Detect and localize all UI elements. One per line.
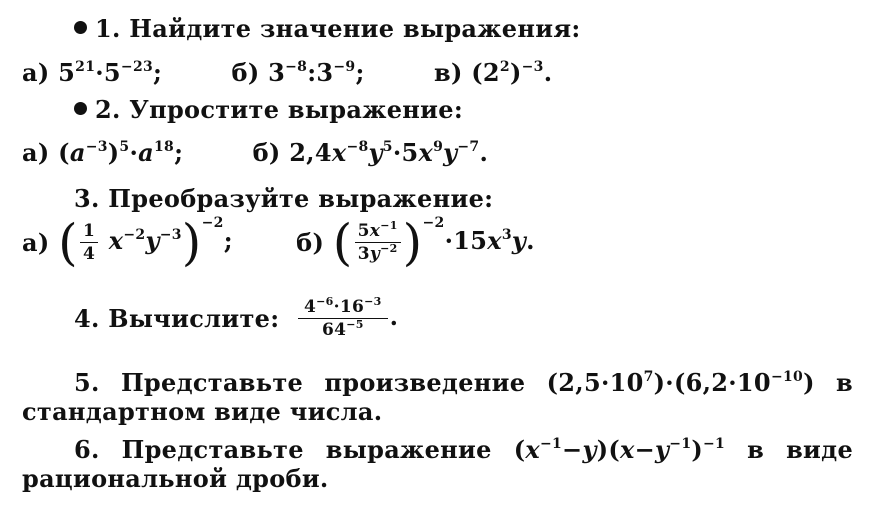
task-2-b-expression: $2,4x^{-8}y^5\cdot 5x^9y^{-7}$. — [289, 138, 489, 167]
task-5-text-end: в — [836, 368, 854, 397]
task-3-items — [22, 213, 535, 272]
task-1-b-label: б) — [231, 58, 260, 87]
task-3-title — [74, 184, 493, 213]
task-6-expression: $(x^{-1}-y)(x-y^{-1})^{-1}$ — [513, 435, 726, 464]
task-4 — [74, 296, 398, 341]
task-6-line-1 — [22, 435, 853, 464]
task-3-a-label: а) — [22, 228, 50, 257]
task-1-a-label: а) — [22, 58, 50, 87]
task-1-c-expression: $(2^2)^{-3}$. — [471, 58, 553, 87]
task-2-title-text: 2. Упростите выражение: — [95, 95, 463, 124]
task-1-title-text: 1. Найдите значение выражения: — [95, 14, 581, 43]
task-3-b-expression: ( $\frac{5x^{-1}}{3y^{-2}}$ )$^{-2}\cdot 15x^3y$. — [332, 213, 535, 272]
task-6-line-2 — [22, 464, 329, 493]
task-6-text: 6. Представьте выражение — [74, 435, 492, 464]
task-3-title-text: 3. Преобразуйте выражение: — [74, 184, 494, 213]
task-5-expression: $(2,5\cdot 10^7)\cdot(6,2\cdot 10^{-10})$ — [546, 368, 815, 397]
task-3-a-expression: ( $\frac{1}{4}$ $x^{-2}y^{-3})^{-2}$; — [58, 213, 233, 272]
task-2-b-label: б) — [252, 138, 281, 167]
task-2-a-label: а) — [22, 138, 50, 167]
task-1-items — [22, 58, 552, 87]
task-5-line-2 — [22, 397, 382, 426]
task-6-text-line-2: рациональной дроби. — [22, 464, 329, 493]
task-2-title — [74, 95, 463, 124]
task-5-text-line-2: стандартном виде числа. — [22, 397, 383, 426]
task-1-c-label: в) — [433, 58, 463, 87]
bullet-icon — [74, 102, 87, 115]
task-5-line-1 — [22, 368, 853, 397]
task-4-expression: $\frac{4^{-6}\cdot 16^{-3}}{64^{-5}}$ . — [288, 302, 398, 331]
task-1-title — [74, 14, 581, 43]
task-5-text: 5. Представьте произведение — [74, 368, 526, 397]
task-6-text-end: в виде — [747, 435, 854, 464]
task-2-items — [22, 138, 488, 167]
task-3-b-label: б) — [296, 228, 325, 257]
task-2-a-expression: $(a^{-3})^5\cdot a^{18}$; — [58, 138, 184, 167]
bullet-icon — [74, 21, 87, 34]
task-4-title-text: 4. Вычислите: — [74, 304, 280, 333]
task-1-a-expression: $5^{21}\cdot 5^{-23}$; — [58, 58, 163, 87]
task-1-b-expression: $3^{-8}:3^{-9}$; — [268, 58, 365, 87]
